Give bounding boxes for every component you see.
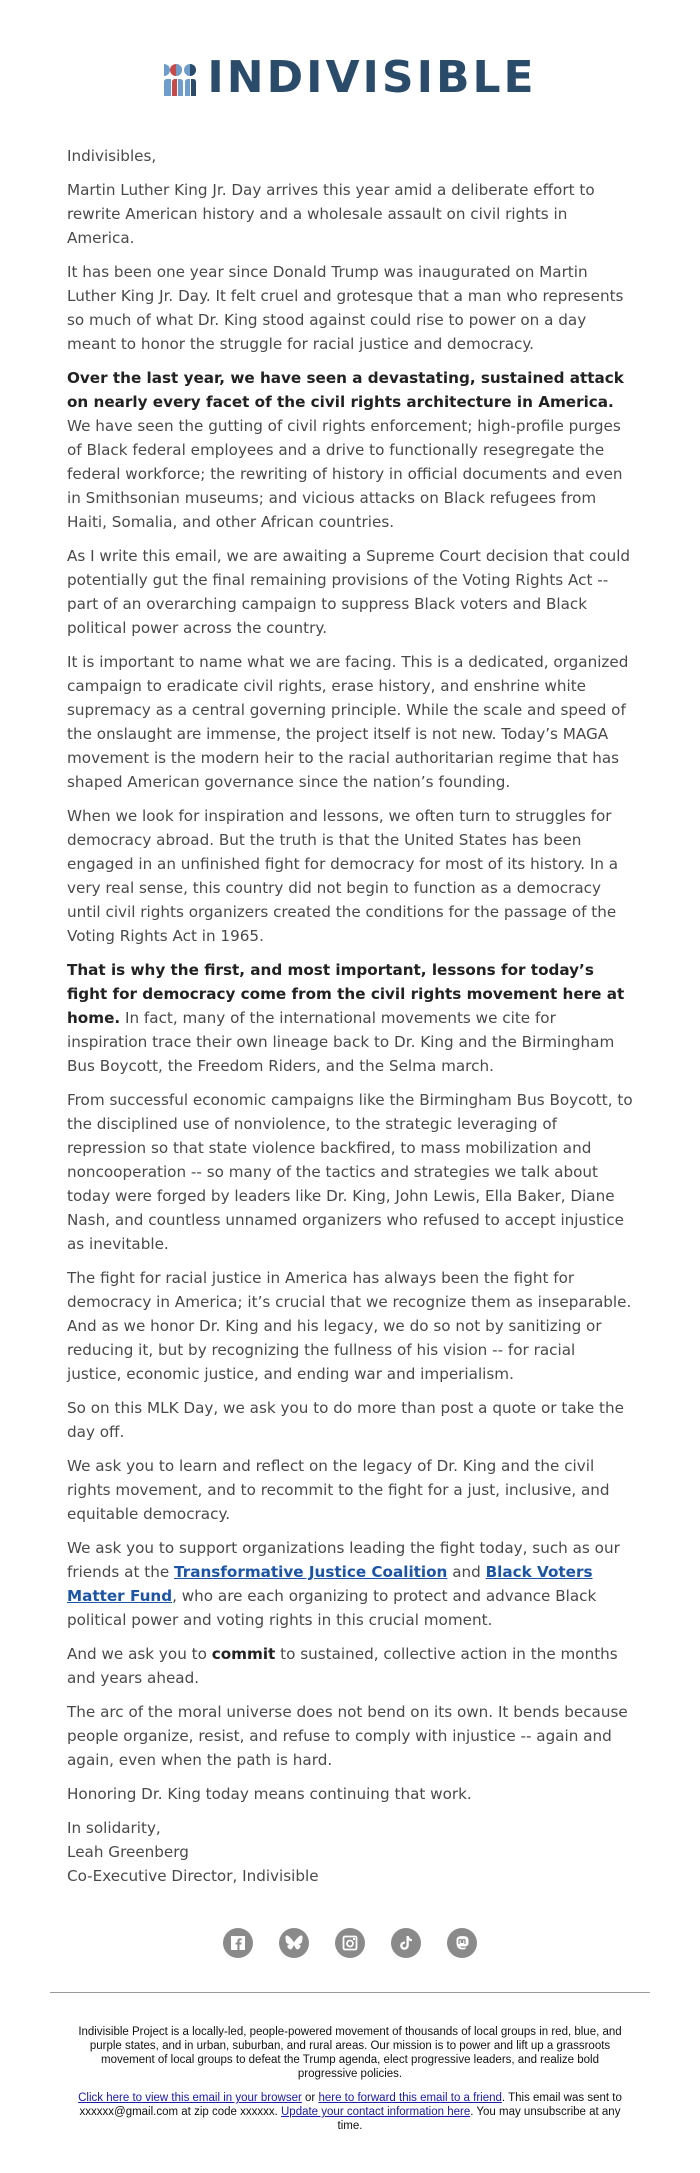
forward-to-friend-link[interactable]: here to forward this email to a friend	[318, 2092, 502, 2104]
org-description: Indivisible Project is a locally-led, people-powered movement of thousands of local groups in red, blue, and purple states, and in urban, suburban, and rural areas. Our mission is to power and lift up a grassroots movement of local groups to defeat the Trump agenda, elect progressive leaders, and realize bold progressive policies.	[78, 2026, 622, 2080]
paragraph: Honoring Dr. King today means continuing that work.	[67, 1785, 472, 1803]
paragraph	[67, 958, 634, 1078]
mastodon-icon	[453, 1934, 471, 1952]
facebook-link[interactable]	[223, 1928, 253, 1958]
paragraph	[67, 1642, 634, 1690]
logo-wordmark: INDIVISIBLE	[207, 51, 537, 103]
tiktok-icon	[397, 1934, 415, 1952]
paragraph-text: and	[447, 1563, 486, 1581]
social-links	[0, 1928, 700, 1958]
view-in-browser-link[interactable]: Click here to view this email in your browser	[78, 2092, 302, 2104]
email-footer	[0, 1993, 700, 2133]
bluesky-icon	[285, 1934, 303, 1952]
facebook-icon	[229, 1934, 247, 1952]
paragraph	[67, 366, 634, 534]
bold-lead: That is why the first, and most important, lessons for today’s fight for democracy come from the civil rights movement here at home.	[67, 961, 625, 1027]
paragraph: Martin Luther King Jr. Day arrives this year amid a deliberate effort to rewrite American history and a wholesale assault on civil rights in America.	[67, 181, 595, 247]
tiktok-link[interactable]	[391, 1928, 421, 1958]
paragraph-text: to sustained, collective action in the months and years ahead.	[67, 1645, 618, 1687]
footer-links	[70, 2091, 630, 2133]
paragraph: As I write this email, we are awaiting a Supreme Court decision that could potentially gut the final remaining provisions of the Voting Rights Act -- part of an overarching campaign to suppress Black voters and Black political power across the country.	[67, 547, 631, 637]
footer-text: or	[301, 2092, 319, 2104]
paragraph-text: , who are each organizing to protect and advance Black political power and voting rights in this crucial moment.	[67, 1587, 597, 1629]
paragraph: It is important to name what we are facing. This is a dedicated, organized campaign to eradicate civil rights, erase history, and enshrine white supremacy as a central governing principle. While the scale and speed of the onslaught are immense, the project itself is not new. Today’s MAGA movement is the modern heir to the racial authoritarian regime that has shaped American governance since the nation’s founding.	[67, 653, 629, 791]
paragraph: So on this MLK Day, we ask you to do more than post a quote or take the day off.	[67, 1399, 624, 1441]
email-header	[0, 0, 700, 125]
transformative-justice-coalition-link[interactable]: Transformative Justice Coalition	[174, 1563, 448, 1581]
indivisible-people-mark-icon	[163, 60, 199, 96]
paragraph: It has been one year since Donald Trump was inaugurated on Martin Luther King Jr. Day. It felt cruel and grotesque that a man who represents so much of what Dr. King stood against could rise to power on a day meant to honor the struggle for racial justice and democracy.	[67, 263, 624, 353]
signoff-title: Co-Executive Director, Indivisible	[67, 1867, 319, 1885]
paragraph	[67, 1536, 634, 1632]
mastodon-link[interactable]	[447, 1928, 477, 1958]
email-body	[0, 125, 700, 1888]
signoff	[67, 1816, 634, 1888]
instagram-icon	[341, 1934, 359, 1952]
footer-text: . You may unsubscribe at any time.	[337, 2106, 621, 2132]
greeting: Indivisibles,	[67, 147, 157, 165]
bluesky-link[interactable]	[279, 1928, 309, 1958]
paragraph: From successful economic campaigns like the Birmingham Bus Boycott, to the disciplined use of nonviolence, to the strategic leveraging of repression so that state violence backfired, to mass mobilization and noncooperation -- so many of the tactics and strategies we talk about today were forged by leaders like Dr. King, John Lewis, Ella Baker, Diane Nash, and countless unnamed organizers who refused to accept injustice as inevitable.	[67, 1091, 633, 1253]
signoff-closing: In solidarity,	[67, 1819, 161, 1837]
paragraph: The arc of the moral universe does not bend on its own. It bends because people organize, resist, and refuse to comply with injustice -- again and again, even when the path is hard.	[67, 1703, 628, 1769]
bold-lead: Over the last year, we have seen a devastating, sustained attack on nearly every facet of the civil rights architecture in America.	[67, 369, 624, 411]
signoff-name: Leah Greenberg	[67, 1843, 189, 1861]
black-voters-matter-fund-link[interactable]: Black Voters Matter Fund	[67, 1563, 593, 1605]
paragraph-text: In fact, many of the international movements we cite for inspiration trace their own lineage back to Dr. King and the Birmingham Bus Boycott, the Freedom Riders, and the Selma march.	[67, 1009, 615, 1075]
paragraph-text: We have seen the gutting of civil rights enforcement; high-profile purges of Black federal employees and a drive to functionally resegregate the federal workforce; the rewriting of history in official documents and even in Smithsonian museums; and vicious attacks on Black refugees from Haiti, Somalia, and other African countries.	[67, 417, 623, 531]
instagram-link[interactable]	[335, 1928, 365, 1958]
paragraph: When we look for inspiration and lessons, we often turn to struggles for democracy abroad. But the truth is that the United States has been engaged in an unfinished fight for democracy for most of its history. In a very real sense, this country did not begin to function as a democracy until civil rights organizers created the conditions for the passage of the Voting Rights Act in 1965.	[67, 807, 619, 945]
paragraph-text: We ask you to support organizations leading the fight today, such as our friends at the	[67, 1539, 620, 1581]
update-contact-info-link[interactable]: Update your contact information here	[281, 2106, 471, 2118]
paragraph: The fight for racial justice in America has always been the fight for democracy in America; it’s crucial that we recognize them as inseparable. And as we honor Dr. King and his legacy, we do so not by sanitizing or reducing it, but by recognizing the fullness of his vision -- for racial justice, economic justice, and ending war and imperialism.	[67, 1269, 632, 1383]
footer-text: . This email was sent to xxxxxx@gmail.com at zip code xxxxxx.	[79, 2092, 622, 2118]
indivisible-logo[interactable]	[163, 51, 537, 103]
paragraph: We ask you to learn and reflect on the legacy of Dr. King and the civil rights movement, and to recommit to the fight for a just, inclusive, and equitable democracy.	[67, 1457, 610, 1523]
bold-word: commit	[211, 1645, 276, 1663]
paragraph-text: And we ask you to	[67, 1645, 212, 1663]
